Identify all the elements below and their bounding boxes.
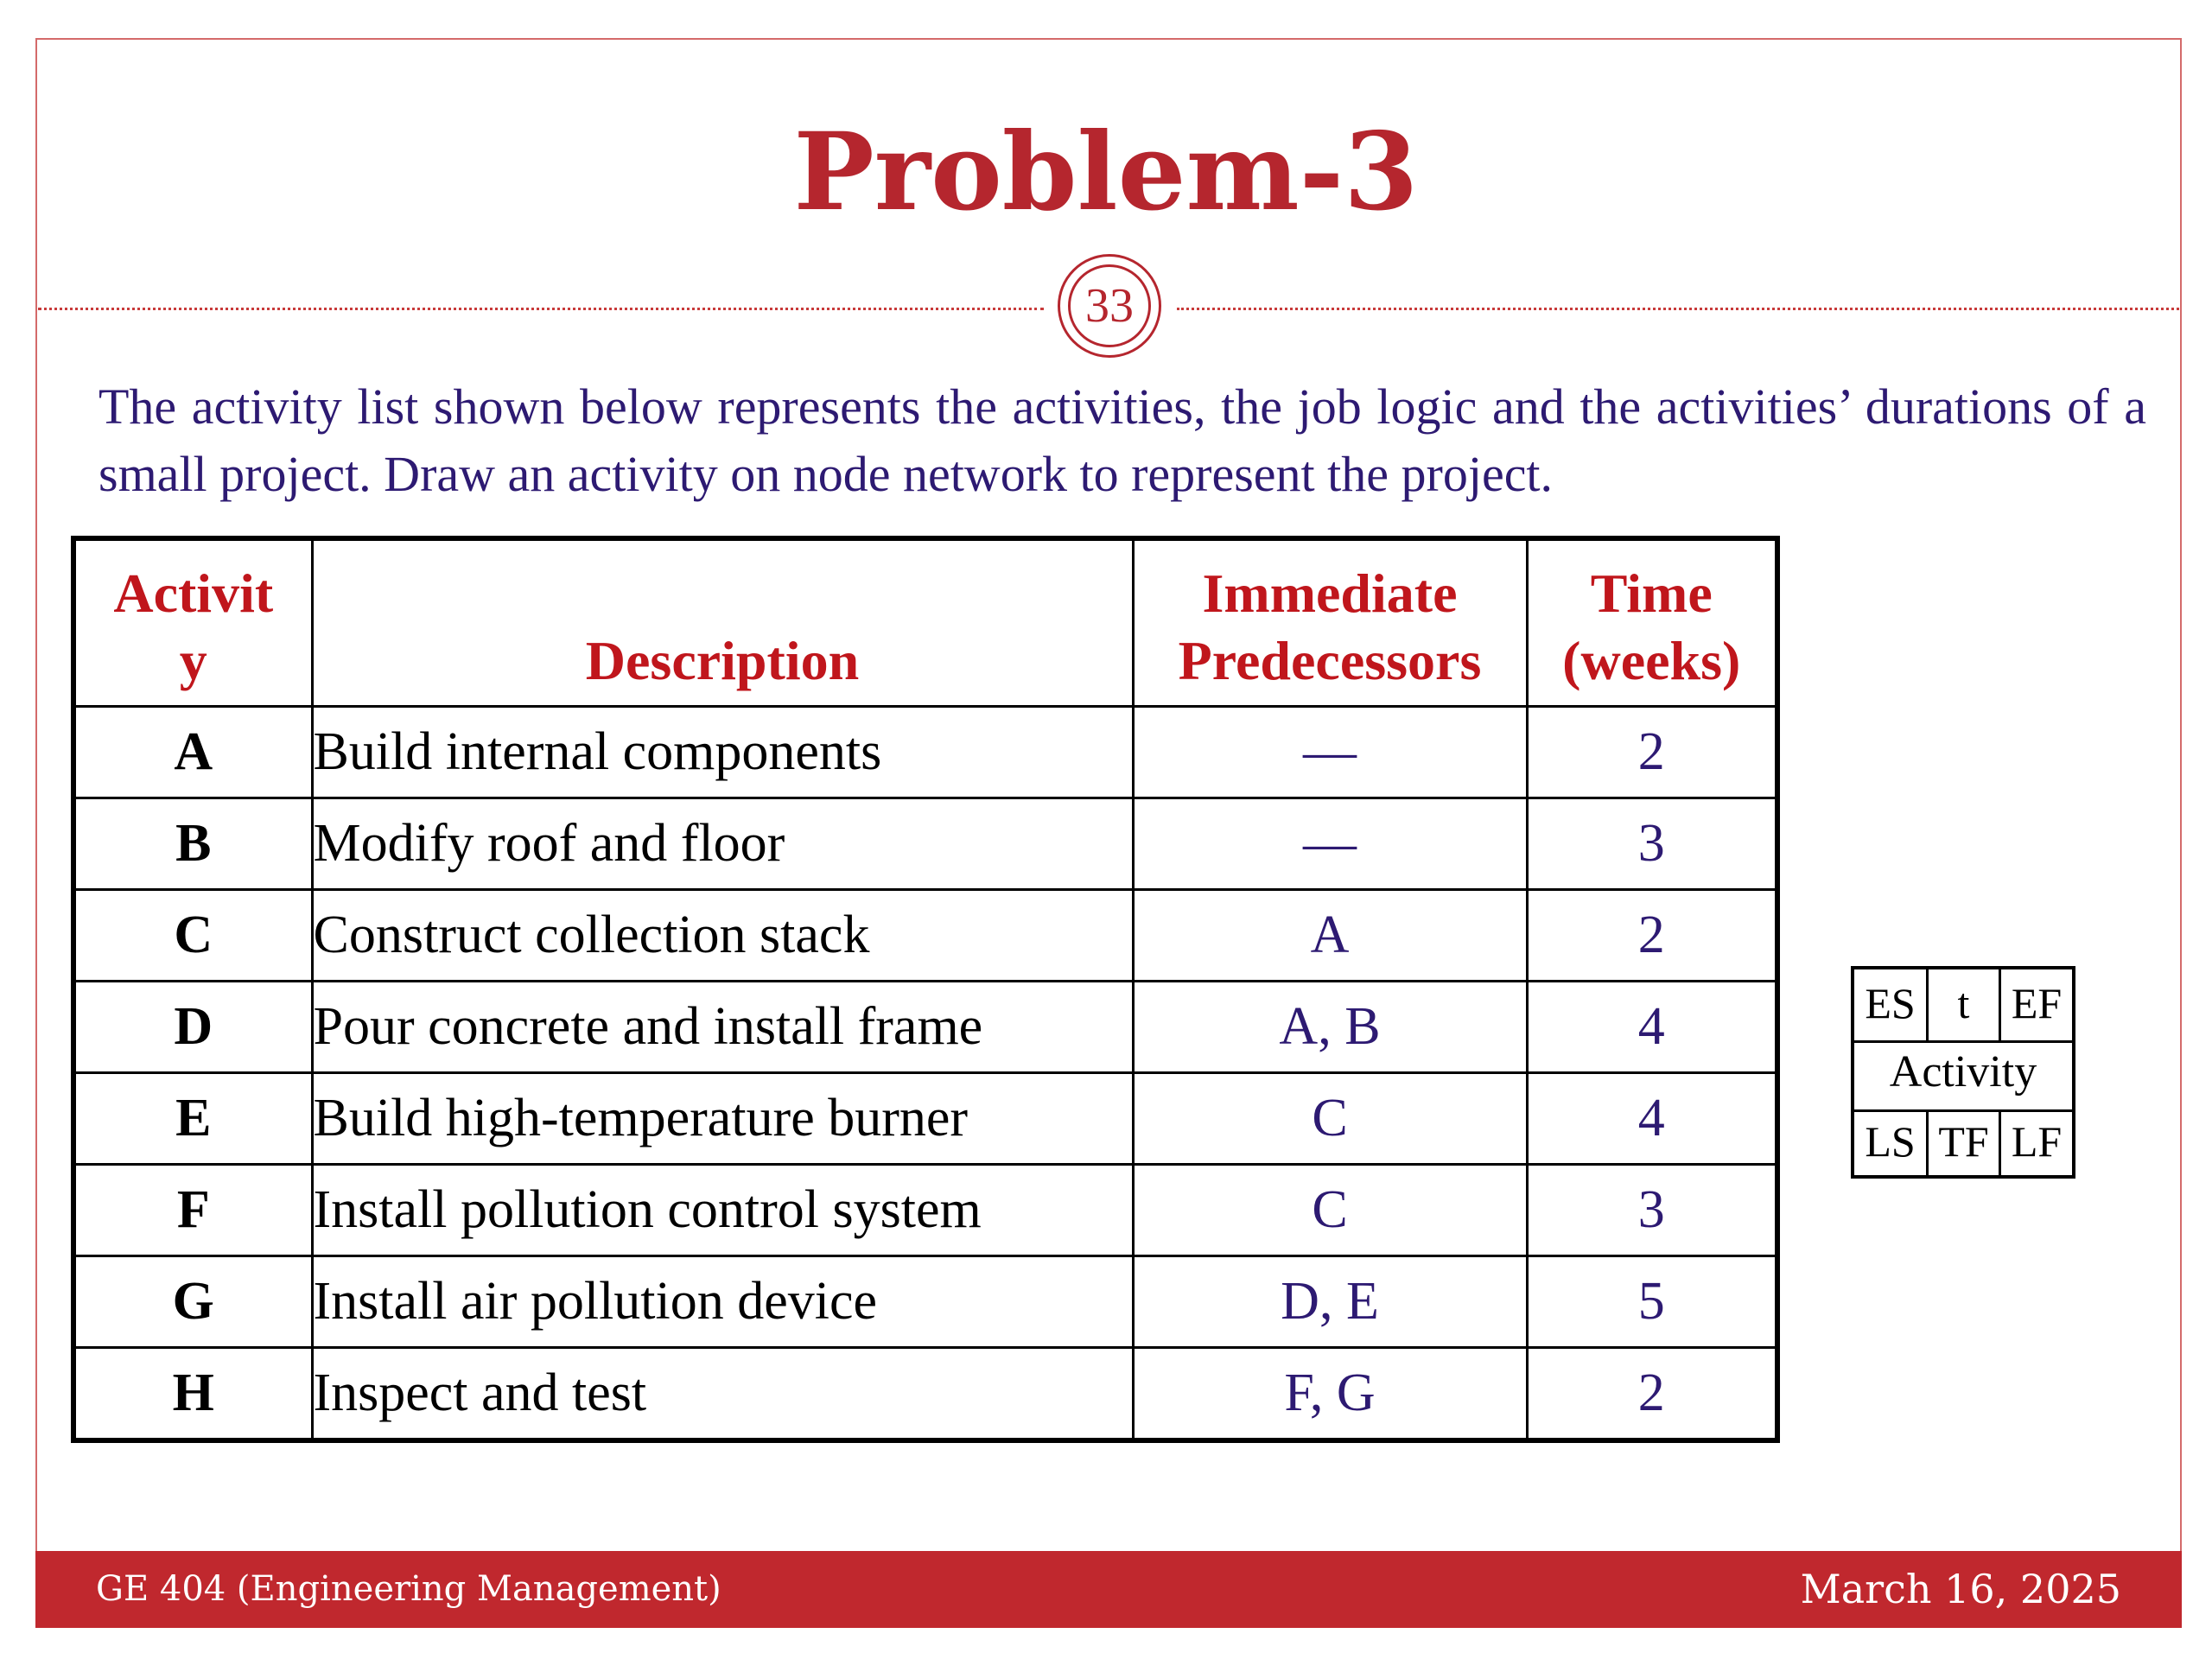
legend-es: ES (1854, 969, 1929, 1040)
description-cell: Build high-temperature burner (312, 1073, 1133, 1165)
activity-cell: F (73, 1165, 312, 1256)
header-time: Time (weeks) (1527, 538, 1777, 707)
table-row (73, 890, 1777, 982)
legend-ls: LS (1854, 1109, 1929, 1175)
description-cell: Pour concrete and install frame (312, 982, 1133, 1073)
legend-lf: LF (2011, 1117, 2063, 1166)
legend-activity: Activity (1854, 1040, 2072, 1112)
time-cell: 5 (1527, 1256, 1777, 1348)
predecessors-cell: D, E (1133, 1256, 1527, 1348)
header-description: Description (312, 538, 1133, 707)
legend-t: t (1929, 969, 2001, 1040)
table-row (73, 1348, 1777, 1441)
divider-right (1177, 308, 2179, 310)
predecessors-cell: F, G (1133, 1348, 1527, 1441)
activity-cell: A (73, 707, 312, 798)
activity-cell: E (73, 1073, 312, 1165)
divider-left (38, 308, 1044, 310)
time-cell: 2 (1527, 1348, 1777, 1441)
table-row (73, 798, 1777, 890)
time-cell: 2 (1527, 890, 1777, 982)
activity-cell: D (73, 982, 312, 1073)
header-predecessors: Immediate Predecessors (1133, 538, 1527, 707)
table-row (73, 1256, 1777, 1348)
predecessors-cell: A, B (1133, 982, 1527, 1073)
predecessors-cell: — (1133, 707, 1527, 798)
table-row (73, 707, 1777, 798)
time-cell: 3 (1527, 798, 1777, 890)
legend-tf: TF (1929, 1109, 2001, 1175)
slide-title: Problem-3 (793, 110, 1419, 235)
description-cell: Build internal components (312, 707, 1133, 798)
legend-ef: EF (2011, 979, 2063, 1027)
description-cell: Install air pollution device (312, 1256, 1133, 1348)
problem-statement: The activity list shown below represents the activities, the job logic and the activities’ durations of a small project. Draw an activity on node network to represent the project. (99, 378, 2146, 502)
slide-number-badge (1058, 254, 1161, 358)
time-cell: 4 (1527, 1073, 1777, 1165)
slide-number: 33 (1068, 264, 1151, 347)
time-cell: 3 (1527, 1165, 1777, 1256)
table-row (73, 1073, 1777, 1165)
footer-date: March 16, 2025 (1800, 1566, 2121, 1612)
footer-bar (35, 1551, 2182, 1628)
table-header-row (73, 538, 1777, 707)
table-row (73, 982, 1777, 1073)
activity-table (71, 536, 1780, 1443)
legend-top-row (1854, 969, 2072, 1043)
description-cell: Inspect and test (312, 1348, 1133, 1441)
predecessors-cell: C (1133, 1073, 1527, 1165)
description-cell: Construct collection stack (312, 890, 1133, 982)
predecessors-cell: — (1133, 798, 1527, 890)
table-row (73, 1165, 1777, 1256)
activity-cell: C (73, 890, 312, 982)
predecessors-cell: C (1133, 1165, 1527, 1256)
footer-course: GE 404 (Engineering Management) (96, 1569, 721, 1609)
activity-cell: B (73, 798, 312, 890)
node-legend (1851, 966, 2075, 1179)
time-cell: 4 (1527, 982, 1777, 1073)
header-activity: Activity (73, 538, 312, 707)
time-cell: 2 (1527, 707, 1777, 798)
activity-cell: G (73, 1256, 312, 1348)
description-cell: Install pollution control system (312, 1165, 1133, 1256)
legend-bottom-row (1854, 1109, 2072, 1175)
activity-cell: H (73, 1348, 312, 1441)
description-cell: Modify roof and floor (312, 798, 1133, 890)
predecessors-cell: A (1133, 890, 1527, 982)
